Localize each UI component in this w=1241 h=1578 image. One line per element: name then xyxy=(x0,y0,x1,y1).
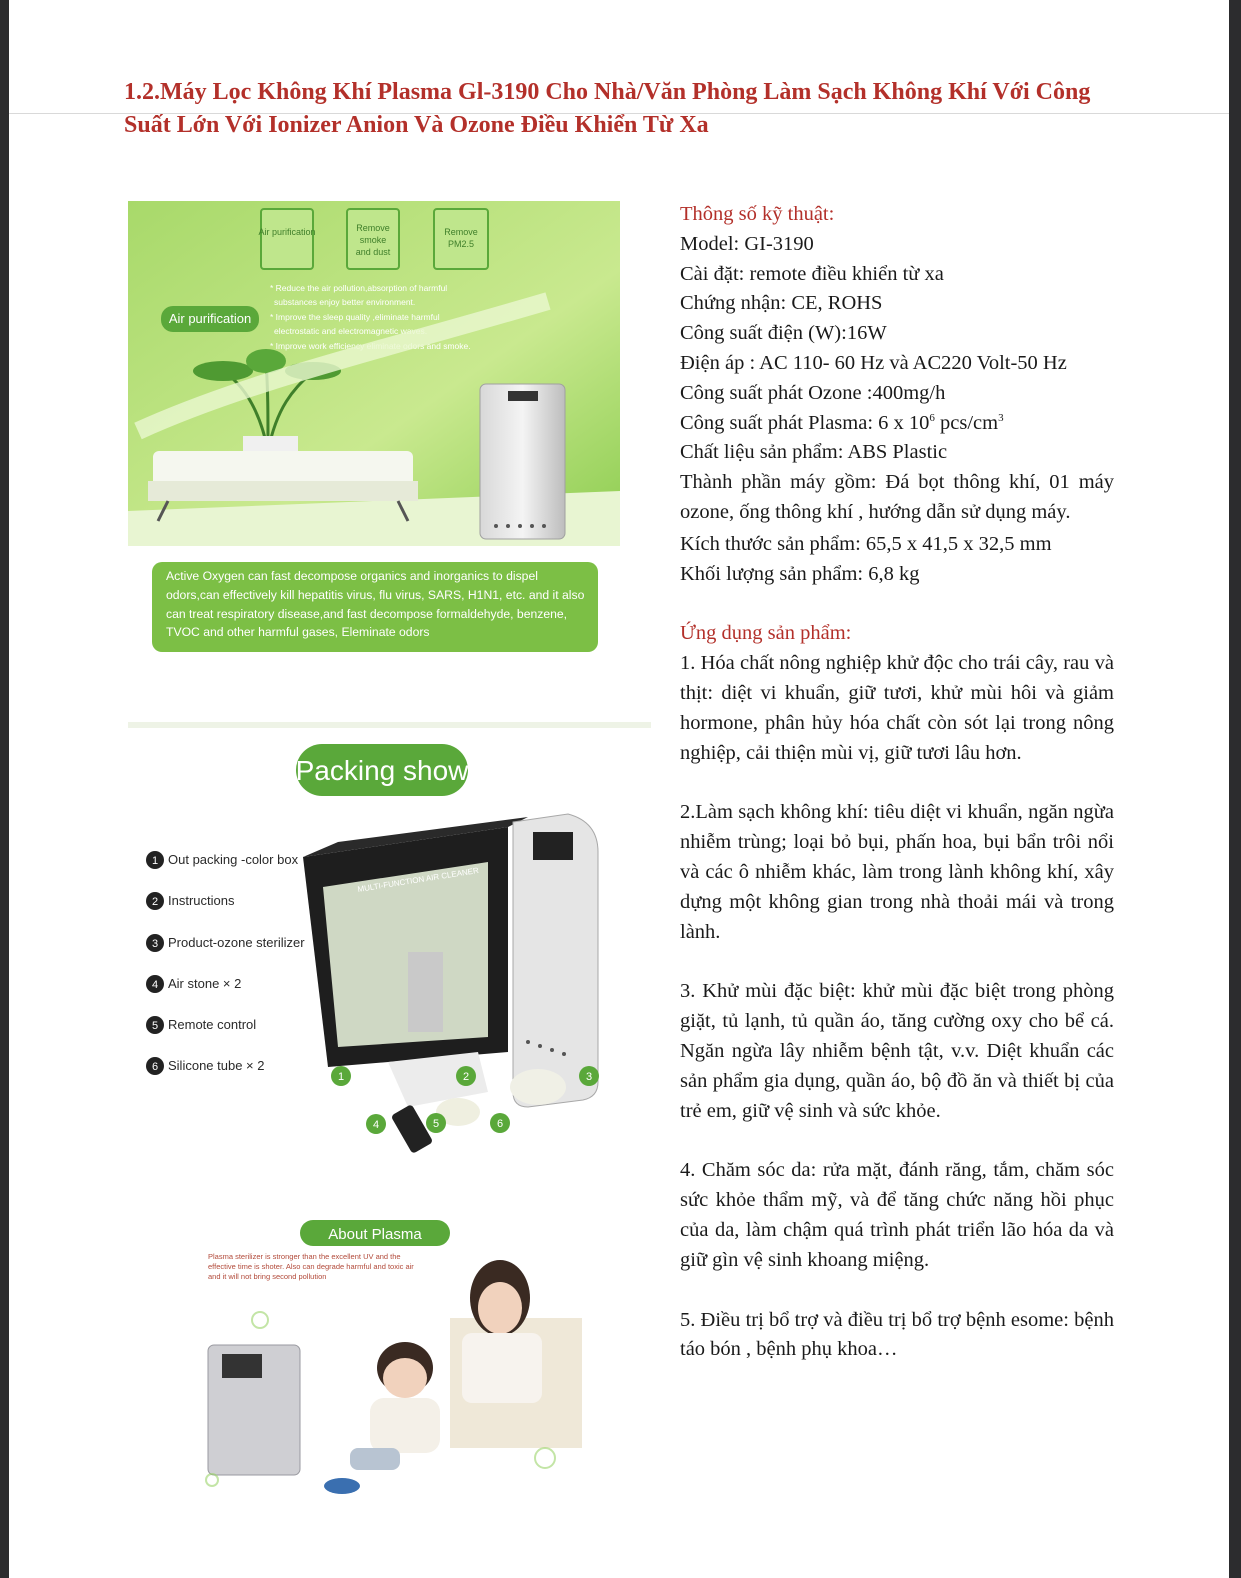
side-label: Air purification xyxy=(168,311,252,326)
section-heading: 1.2.Máy Lọc Không Khí Plasma Gl-3190 Cho Nhà/Văn Phòng Làm Sạch Không Khí Với Công Suất Lớn Với Ionizer Anion Và Ozone Điều Khiển Từ Xa xyxy=(124,79,1091,138)
packing-item-2: Instructions xyxy=(168,893,235,908)
application-3: 3. Khử mùi đặc biệt: khử mùi đặc biệt trong phòng giặt, tủ lạnh, tủ quần áo, tăng cường oxy cho bể cá. Ngăn ngừa lây nhiễm bệnh tật, v.v. Diệt khuẩn các sản phẩm gia dụng, quần áo, bộ đồ ăn và thiết bị của trẻ em, giữ vệ sinh và sức khỏe. xyxy=(680,980,1114,1122)
spec-size: Kích thước sản phẩm: 65,5 x 41,5 x 32,5 mm xyxy=(680,532,1052,555)
svg-text:3: 3 xyxy=(585,1071,593,1083)
air-purification-image xyxy=(128,201,620,653)
left-frame-bar xyxy=(0,0,9,1578)
packing-item-1: Out packing -color box xyxy=(168,852,299,867)
svg-text:6: 6 xyxy=(496,1118,504,1130)
application-2: 2.Làm sạch không khí: tiêu diệt vi khuẩn, ngăn ngừa nhiễm trùng; loại bỏ bụi, phấn hoa, bụi bẩn trôi nổi và các ô nhiễm khác, làm trong lành không khí, xây dựng một không gian trong nhà thoải mái và trong lành. xyxy=(680,801,1114,943)
svg-text:3: 3 xyxy=(151,938,159,950)
applications-title: Ứng dụng sản phẩm: xyxy=(680,622,852,645)
svg-text:1: 1 xyxy=(151,855,159,867)
packing-item-3: Product-ozone sterilizer xyxy=(168,935,305,950)
spec-components: Thành phần máy gồm: Đá bọt thông khí, 01 máy ozone, ống thông khí , hướng dẫn sử dụng máy. xyxy=(680,471,1114,523)
right-frame-bar xyxy=(1229,0,1241,1578)
badge-3-text: Remove xyxy=(444,227,478,237)
about-plasma-text: Plasma sterilizer is stronger than the excellent UV and the effective time is shoter. Also can degrade harmful and toxic air and it will not bring second pollution xyxy=(208,1252,414,1281)
svg-text:PM2.5: PM2.5 xyxy=(447,239,475,249)
svg-text:electrostatic and electromagne: electrostatic and electromagnetic waves. xyxy=(274,326,428,336)
image1-caption: Active Oxygen can fast decompose organics and inorganics to dispel odors,can effectively kill hepatitis virus, flu virus, SARS, H1N1, etc. and it also can treat respiratory disease,and fast decompose formaldehyde, benzene, TVOC and other harmful gases, Eleminate odors xyxy=(166,569,585,640)
spec-model: Model: GI-3190 xyxy=(680,232,814,255)
svg-text:and dust: and dust xyxy=(355,247,391,257)
packing-show-title: Packing show xyxy=(295,755,469,786)
svg-text:1: 1 xyxy=(337,1071,345,1083)
spec-power: Công suất điện (W):16W xyxy=(680,322,887,345)
svg-text:4: 4 xyxy=(151,979,159,991)
spec-cert: Chứng nhận: CE, ROHS xyxy=(680,292,883,315)
packing-item-6: Silicone tube × 2 xyxy=(168,1058,265,1073)
about-plasma-image xyxy=(200,1218,582,1510)
svg-text:5: 5 xyxy=(432,1118,440,1130)
svg-text:* Improve work efficiency elim: * Improve work efficiency eliminate odors and smoke. xyxy=(270,341,471,351)
application-5: 5. Điều trị bổ trợ và điều trị bổ trợ bệnh esome: bệnh táo bón , bệnh phụ khoa… xyxy=(680,1308,1114,1361)
svg-text:5: 5 xyxy=(151,1020,159,1032)
spec-setup: Cài đặt: remote điều khiển từ xa xyxy=(680,262,944,285)
svg-text:* Reduce the air pollution,abs: * Reduce the air pollution,absorption of harmful xyxy=(270,283,448,293)
application-4: 4. Chăm sóc da: rửa mặt, đánh răng, tắm, chăm sóc sức khỏe thẩm mỹ, và để tăng chức năng hồi phục của da, làm chậm quá trình phát triển lão hóa da và giữ gìn vệ sinh khoang miệng. xyxy=(680,1159,1114,1271)
packing-item-5: Remote control xyxy=(168,1017,257,1032)
packing-item-4: Air stone × 2 xyxy=(168,976,242,991)
svg-text:* Improve the sleep quality ,e: * Improve the sleep quality ,eliminate harmful xyxy=(270,312,440,322)
spec-voltage: Điện áp : AC 110- 60 Hz và AC220 Volt-50 Hz xyxy=(680,351,1067,374)
svg-text:smoke: smoke xyxy=(359,235,387,245)
spec-plasma: Công suất phát Plasma: 6 x $10^6$ pcs/$cm^3$ xyxy=(680,411,1004,434)
application-1: 1. Hóa chất nông nghiệp khử độc cho trái cây, rau và thịt: diệt vi khuẩn, giữ tươi, khử mùi hôi và giảm hormone, phân hủy hóa chất còn sót lại trong nông nghiệp, cải thiện mùi vị, giữ tươi lâu hơn. xyxy=(680,652,1114,764)
packing-show-image xyxy=(128,722,651,1168)
spec-weight: Khối lượng sản phẩm: 6,8 kg xyxy=(680,562,920,585)
box-label: MULTI-FUNCTION AIR CLEANER xyxy=(356,865,480,894)
spec-material: Chất liệu sản phẩm: ABS Plastic xyxy=(680,441,948,464)
svg-text:4: 4 xyxy=(372,1119,380,1131)
badge-1-text: Air purification xyxy=(258,227,316,237)
svg-text:6: 6 xyxy=(151,1061,159,1073)
badge-2-text: Remove xyxy=(356,223,390,233)
specs-title: Thông số kỹ thuật: xyxy=(680,203,835,225)
svg-text:2: 2 xyxy=(462,1071,470,1083)
svg-text:2: 2 xyxy=(151,896,159,908)
svg-text:substances enjoy better enviro: substances enjoy better environment. xyxy=(274,297,416,307)
about-plasma-title: About Plasma xyxy=(328,1226,422,1243)
spec-ozone: Công suất phát Ozone :400mg/h xyxy=(680,381,946,404)
specs-column xyxy=(680,200,1114,1365)
